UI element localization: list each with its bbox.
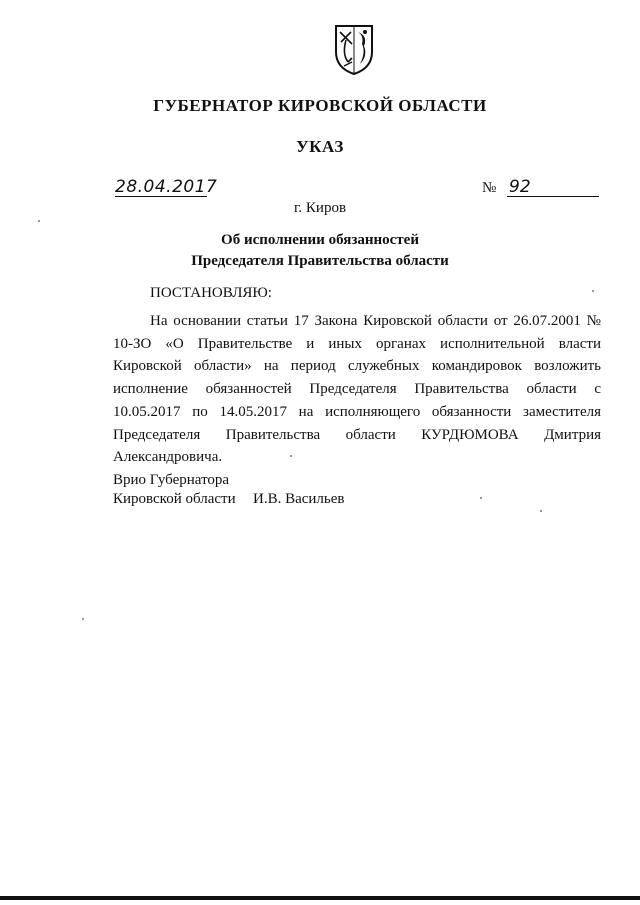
- authority-heading: ГУБЕРНАТОР КИРОВСКОЙ ОБЛАСТИ: [153, 96, 487, 115]
- signatory-title-line2: Кировской области: [113, 491, 236, 507]
- scan-speck: [290, 455, 292, 457]
- scan-bottom-edge: [0, 896, 640, 900]
- scan-speck: [38, 220, 40, 222]
- document-title-line1: Об исполнении обязанностей: [221, 232, 419, 248]
- decree-body-text: На основании статьи 17 Закона Кировской области от 26.07.2001 № 10-ЗО «О Правительстве и иных органах исполнительной власти Кировской области» на период служебных командировок возложить исполнение обязанностей Председателя Правительства области с 10.05.2017 по 14.05.2017 на исполняющего обязанности заместителя Председателя Правительства области КУРДЮМОВА Дмитрия Александровича.: [113, 313, 601, 466]
- scan-speck: [592, 290, 594, 292]
- scan-speck: [540, 510, 542, 512]
- signatory-name: И.В. Васильев: [253, 491, 345, 507]
- document-title-line2: Председателя Правительства области: [191, 253, 449, 269]
- document-number: 92: [509, 177, 531, 197]
- number-label: №: [482, 180, 497, 196]
- coat-of-arms-icon: [332, 22, 376, 76]
- scan-speck: [480, 497, 482, 499]
- decree-keyword: ПОСТАНОВЛЯЮ:: [150, 285, 272, 301]
- signatory-title-line1: Врио Губернатора: [113, 472, 230, 488]
- scan-speck: [82, 618, 84, 620]
- city-line: г. Киров: [293, 200, 347, 216]
- document-date: 28.04.2017: [115, 177, 218, 197]
- document-type-heading: УКАЗ: [296, 137, 344, 156]
